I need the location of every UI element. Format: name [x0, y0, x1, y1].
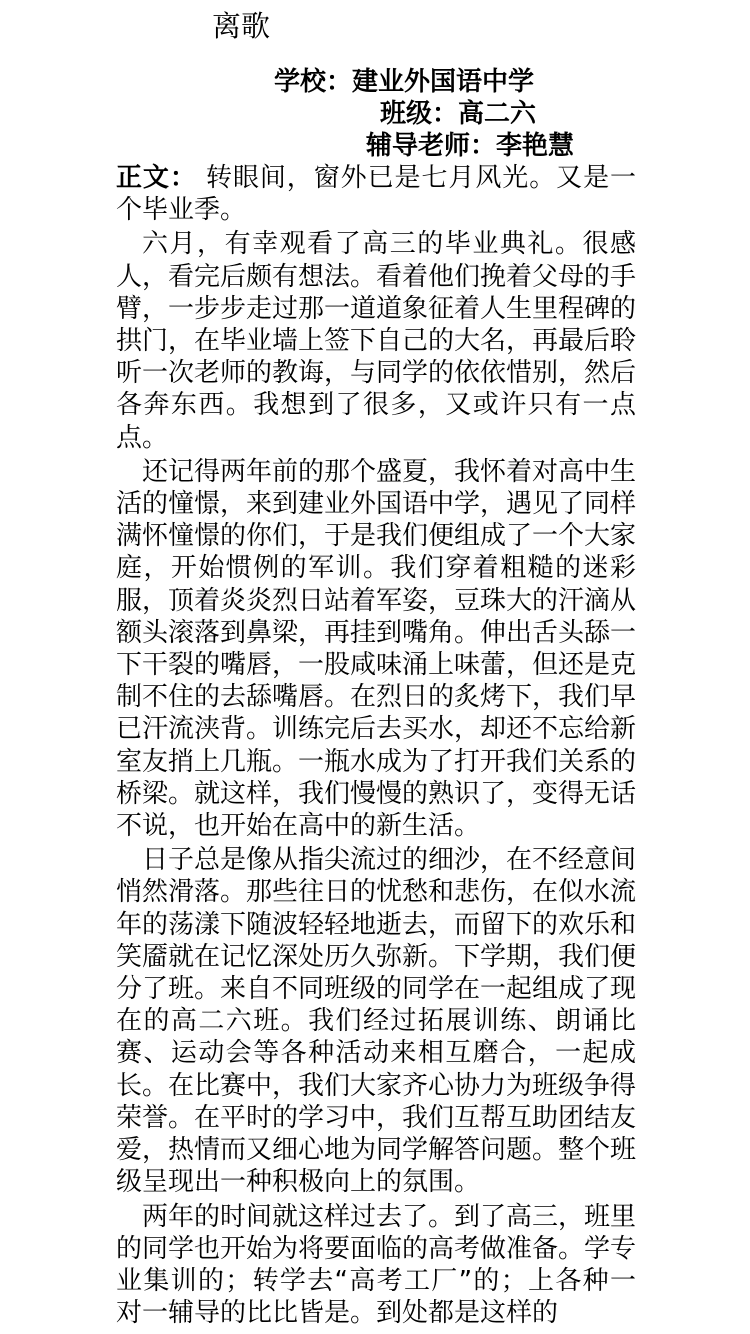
paragraph-1	[116, 162, 636, 226]
body-lead-label: 正文：	[116, 163, 197, 193]
paragraph-3: 还记得两年前的那个盛夏，我怀着对高中生活的憧憬，来到建业外国语中学，遇见了同样满怀憧憬的你们，于是我们便组成了一个大家庭，开始惯例的军训。我们穿着粗糙的迷彩服，顶着炎炎烈日站着军姿，豆珠大的汗滴从额头滚落到鼻梁，再挂到嘴角。伸出舌头舔一下干裂的嘴唇，一股咸味涌上味蕾，但还是克制不住的去舔嘴唇。在烈日的炙烤下，我们早已汗流浃背。训练完后去买水，却还不忘给新室友捎上几瓶。一瓶水成为了打开我们关系的桥梁。就这样，我们慢慢的熟识了，变得无话不说，也开始在高中的新生活。	[116, 456, 637, 842]
paragraph-4: 日子总是像从指尖流过的细沙，在不经意间悄然滑落。那些往日的忧愁和悲伤，在似水流年的荡漾下随波轻轻地逝去，而留下的欢乐和笑靥就在记忆深处历久弥新。下学期，我们便分了班。来自不同班级的同学在一起组成了现在的高二六班。我们经过拓展训练、朗诵比赛、运动会等各种活动来相互磨合，一起成长。在比赛中，我们大家齐心协力为班级争得荣誉。在平时的学习中，我们互帮互助团结友爱，热情而又细心地为同学解答问题。整个班级呈现出一种积极向上的氛围。	[116, 845, 637, 1198]
teacher-line: 辅导老师：李艳慧	[366, 131, 575, 161]
paragraph-2: 六月，有幸观看了高三的毕业典礼。很感人，看完后颇有想法。看着他们挽着父母的手臂，一步步走过那一道道象征着人生里程碑的拱门，在毕业墙上签下自己的大名，再最后聆听一次老师的教诲，与同学的依依惜别，然后各奔东西。我想到了很多，又或许只有一点点。	[116, 229, 637, 453]
class-line: 班级：高二六	[380, 99, 537, 129]
document-title: 离歌	[212, 9, 271, 43]
paragraph-5: 两年的时间就这样过去了。到了高三，班里的同学也开始为将要面临的高考做准备。学专业集训的；转学去“高考工厂”的；上各种一对一辅导的比比皆是。到处都是这样的	[116, 1201, 637, 1329]
paragraph-1-text: 转眼间，窗外已是七月风光。又是一个毕业季。	[116, 163, 636, 226]
school-line: 学校：建业外国语中学	[274, 67, 535, 97]
body-text	[116, 162, 636, 1331]
